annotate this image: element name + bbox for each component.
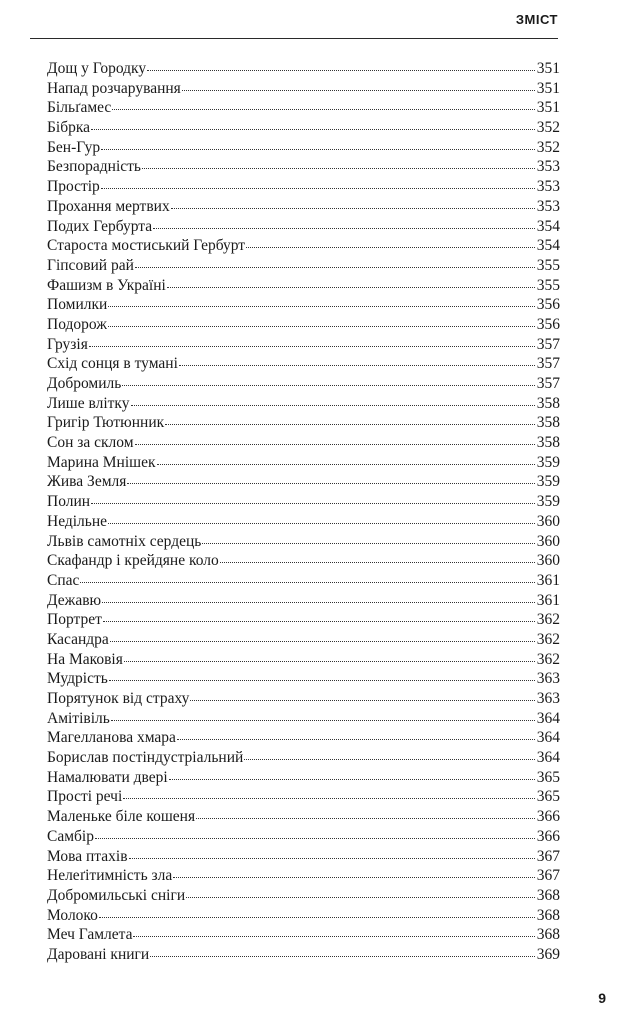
toc-entry-title: Грузія <box>47 335 88 353</box>
toc-entry-page: 351 <box>536 60 560 77</box>
toc-entry-title: Гіпсовий рай <box>47 256 134 274</box>
toc-entry-page: 361 <box>536 571 560 589</box>
toc-entry <box>47 59 560 79</box>
toc-entry-title: Марина Мнішек <box>47 453 156 471</box>
toc-entry-page: 359 <box>536 493 560 511</box>
toc-leader-dots <box>110 641 535 642</box>
toc-entry-title: На Маковія <box>47 650 123 668</box>
toc-entry-page: 366 <box>536 808 560 826</box>
toc-leader-dots <box>202 543 534 544</box>
toc-entry-title: Амітівіль <box>47 709 110 727</box>
toc-entry <box>47 886 560 906</box>
toc-leader-dots <box>135 267 535 268</box>
toc-entry <box>47 315 560 335</box>
toc-leader-dots <box>112 109 534 110</box>
toc-entry-title: Подорож <box>47 315 107 333</box>
toc-leader-dots <box>89 346 535 347</box>
toc-leader-dots <box>171 208 535 209</box>
toc-entry-title: Помилки <box>47 296 108 314</box>
toc-entry <box>47 138 560 158</box>
toc-entry-page: 362 <box>536 611 560 629</box>
toc-entry <box>47 394 560 414</box>
table-of-contents <box>47 59 560 965</box>
toc-entry-page: 354 <box>536 237 560 255</box>
toc-entry-page: 368 <box>536 926 560 944</box>
toc-leader-dots <box>186 897 535 898</box>
toc-entry-title: Нелеґітимність зла <box>47 867 173 885</box>
toc-entry-page: 367 <box>536 847 560 865</box>
toc-entry-page: 362 <box>536 630 560 648</box>
toc-entry-title: Борислав постіндустріальний <box>47 749 244 767</box>
toc-entry-page: 357 <box>536 335 560 353</box>
toc-leader-dots <box>111 720 535 721</box>
toc-leader-dots <box>103 621 535 622</box>
toc-entry-page: 362 <box>536 650 560 668</box>
toc-entry <box>47 847 560 867</box>
toc-entry <box>47 118 560 138</box>
toc-leader-dots <box>244 759 534 760</box>
toc-entry-title: Добромильські сніги <box>47 886 186 904</box>
toc-leader-dots <box>165 424 535 425</box>
toc-entry-page: 364 <box>536 709 560 727</box>
toc-leader-dots <box>153 228 535 229</box>
toc-entry-page: 365 <box>536 788 560 806</box>
toc-leader-dots <box>246 247 535 248</box>
toc-entry <box>47 453 560 473</box>
toc-entry <box>47 374 560 394</box>
toc-entry-title: Маленьке біле кошеня <box>47 808 196 826</box>
toc-leader-dots <box>190 700 534 701</box>
toc-leader-dots <box>196 818 535 819</box>
toc-entry <box>47 433 560 453</box>
toc-entry-page: 358 <box>536 414 560 432</box>
toc-entry-title: Фашизм в Україні <box>47 276 166 294</box>
toc-entry-page: 352 <box>536 119 560 137</box>
toc-entry <box>47 650 560 670</box>
toc-entry-page: 353 <box>536 158 560 176</box>
toc-entry-title: Скафандр і крейдяне коло <box>47 552 219 570</box>
toc-entry-page: 367 <box>536 867 560 885</box>
toc-entry-title: Дежавю <box>47 591 102 609</box>
toc-entry <box>47 177 560 197</box>
toc-entry-title: Меч Гамлета <box>47 926 133 944</box>
toc-leader-dots <box>133 936 534 937</box>
toc-entry <box>47 748 560 768</box>
toc-leader-dots <box>169 779 535 780</box>
toc-leader-dots <box>101 149 535 150</box>
toc-entry <box>47 610 560 630</box>
toc-entry <box>47 591 560 611</box>
toc-entry-title: Самбір <box>47 827 94 845</box>
toc-entry <box>47 256 560 276</box>
toc-leader-dots <box>95 838 535 839</box>
toc-entry-page: 354 <box>536 217 560 235</box>
toc-entry-page: 369 <box>536 945 560 963</box>
toc-entry-title: Схід сонця в тумані <box>47 355 178 373</box>
toc-entry-title: Портрет <box>47 611 102 629</box>
toc-entry-title: Даровані книги <box>47 945 150 963</box>
toc-entry-title: Бен-Гур <box>47 138 101 156</box>
toc-entry <box>47 551 560 571</box>
toc-entry-page: 355 <box>536 256 560 274</box>
toc-entry-title: Подих Гербурта <box>47 217 153 235</box>
toc-entry-title: Касандра <box>47 630 109 648</box>
header-divider <box>30 38 558 39</box>
toc-entry-title: Староста мостиський Гербурт <box>47 237 246 255</box>
toc-entry-title: Прохання мертвих <box>47 197 170 215</box>
toc-leader-dots <box>220 562 535 563</box>
toc-entry-page: 359 <box>536 473 560 491</box>
toc-entry <box>47 335 560 355</box>
toc-entry <box>47 157 560 177</box>
toc-leader-dots <box>99 917 535 918</box>
toc-leader-dots <box>80 582 534 583</box>
toc-leader-dots <box>91 129 535 130</box>
toc-entry-page: 364 <box>536 729 560 747</box>
toc-leader-dots <box>135 444 535 445</box>
toc-entry <box>47 709 560 729</box>
toc-entry-page: 364 <box>536 749 560 767</box>
toc-entry <box>47 906 560 926</box>
toc-entry-page: 361 <box>536 591 560 609</box>
toc-entry <box>47 669 560 689</box>
toc-leader-dots <box>108 306 534 307</box>
toc-entry-title: Львів самотніх сердець <box>47 532 202 550</box>
toc-entry-title: Жива Земля <box>47 473 127 491</box>
toc-entry-page: 363 <box>536 690 560 707</box>
toc-entry-page: 358 <box>536 394 560 412</box>
toc-entry-title: Бібрка <box>47 119 91 137</box>
toc-leader-dots <box>129 858 535 859</box>
toc-entry <box>47 295 560 315</box>
toc-entry-page: 353 <box>536 178 560 196</box>
toc-leader-dots <box>167 287 535 288</box>
toc-entry <box>47 866 560 886</box>
toc-entry-title: Дощ у Городку <box>47 60 147 77</box>
toc-entry-title: Полин <box>47 493 91 511</box>
toc-entry <box>47 492 560 512</box>
toc-entry-page: 360 <box>536 512 560 530</box>
toc-entry <box>47 276 560 296</box>
toc-leader-dots <box>101 188 535 189</box>
toc-entry-page: 351 <box>536 99 560 117</box>
toc-entry-page: 368 <box>536 886 560 904</box>
toc-entry <box>47 807 560 827</box>
toc-entry-title: Намалювати двері <box>47 768 168 786</box>
toc-entry-page: 365 <box>536 768 560 786</box>
running-header-title: ЗМІСТ <box>515 12 558 27</box>
toc-entry <box>47 571 560 591</box>
toc-leader-dots <box>123 798 534 799</box>
toc-entry <box>47 197 560 217</box>
toc-entry-title: Магелланова хмара <box>47 729 176 747</box>
toc-entry-title: Спас <box>47 571 80 589</box>
toc-entry <box>47 728 560 748</box>
toc-entry-title: Недільне <box>47 512 108 530</box>
toc-leader-dots <box>91 503 535 504</box>
toc-entry <box>47 217 560 237</box>
toc-entry <box>47 354 560 374</box>
toc-entry <box>47 98 560 118</box>
toc-entry-page: 358 <box>536 434 560 452</box>
toc-entry <box>47 79 560 99</box>
toc-leader-dots <box>127 483 534 484</box>
toc-entry-page: 363 <box>536 670 560 688</box>
toc-entry-title: Більґамес <box>47 99 112 117</box>
toc-entry <box>47 787 560 807</box>
toc-entry-page: 368 <box>536 906 560 924</box>
toc-entry-page: 360 <box>536 552 560 570</box>
toc-entry-title: Добромиль <box>47 375 122 392</box>
toc-entry <box>47 413 560 433</box>
toc-leader-dots <box>109 680 535 681</box>
toc-entry-title: Прості речі <box>47 788 123 806</box>
toc-entry <box>47 689 560 709</box>
toc-entry-page: 360 <box>536 532 560 550</box>
toc-entry-page: 359 <box>536 453 560 471</box>
toc-entry <box>47 945 560 965</box>
toc-leader-dots <box>131 405 535 406</box>
toc-leader-dots <box>108 326 535 327</box>
toc-entry-page: 366 <box>536 827 560 845</box>
toc-entry-page: 352 <box>536 138 560 156</box>
toc-leader-dots <box>182 90 535 91</box>
toc-entry-page: 357 <box>536 355 560 373</box>
toc-entry-title: Лише влітку <box>47 394 130 412</box>
toc-leader-dots <box>179 365 535 366</box>
toc-entry <box>47 472 560 492</box>
toc-entry-title: Напад розчарування <box>47 79 181 97</box>
page-number: 9 <box>598 990 606 1006</box>
toc-entry-page: 356 <box>536 296 560 314</box>
toc-entry-page: 351 <box>536 79 560 97</box>
toc-leader-dots <box>177 739 535 740</box>
toc-entry-title: Порятунок від страху <box>47 690 190 707</box>
toc-leader-dots <box>102 602 535 603</box>
toc-leader-dots <box>142 168 535 169</box>
toc-entry <box>47 532 560 552</box>
toc-entry-title: Сон за склом <box>47 434 134 452</box>
toc-entry-page: 353 <box>536 197 560 215</box>
toc-leader-dots <box>147 70 535 71</box>
toc-entry-title: Безпорадність <box>47 158 141 176</box>
toc-entry-page: 357 <box>536 375 560 392</box>
toc-entry-page: 355 <box>536 276 560 294</box>
toc-entry <box>47 827 560 847</box>
toc-entry-title: Мова птахів <box>47 847 128 865</box>
toc-entry <box>47 768 560 788</box>
toc-leader-dots <box>108 523 535 524</box>
toc-entry <box>47 630 560 650</box>
toc-leader-dots <box>157 464 535 465</box>
toc-entry-title: Мудрість <box>47 670 108 688</box>
toc-leader-dots <box>122 385 534 386</box>
toc-entry-title: Молоко <box>47 906 98 924</box>
toc-entry <box>47 925 560 945</box>
toc-leader-dots <box>173 877 535 878</box>
toc-entry <box>47 236 560 256</box>
toc-entry-title: Григір Тютюнник <box>47 414 165 432</box>
toc-leader-dots <box>150 956 535 957</box>
toc-entry <box>47 512 560 532</box>
toc-entry-title: Простір <box>47 178 100 196</box>
toc-entry-page: 356 <box>536 315 560 333</box>
toc-leader-dots <box>124 661 535 662</box>
